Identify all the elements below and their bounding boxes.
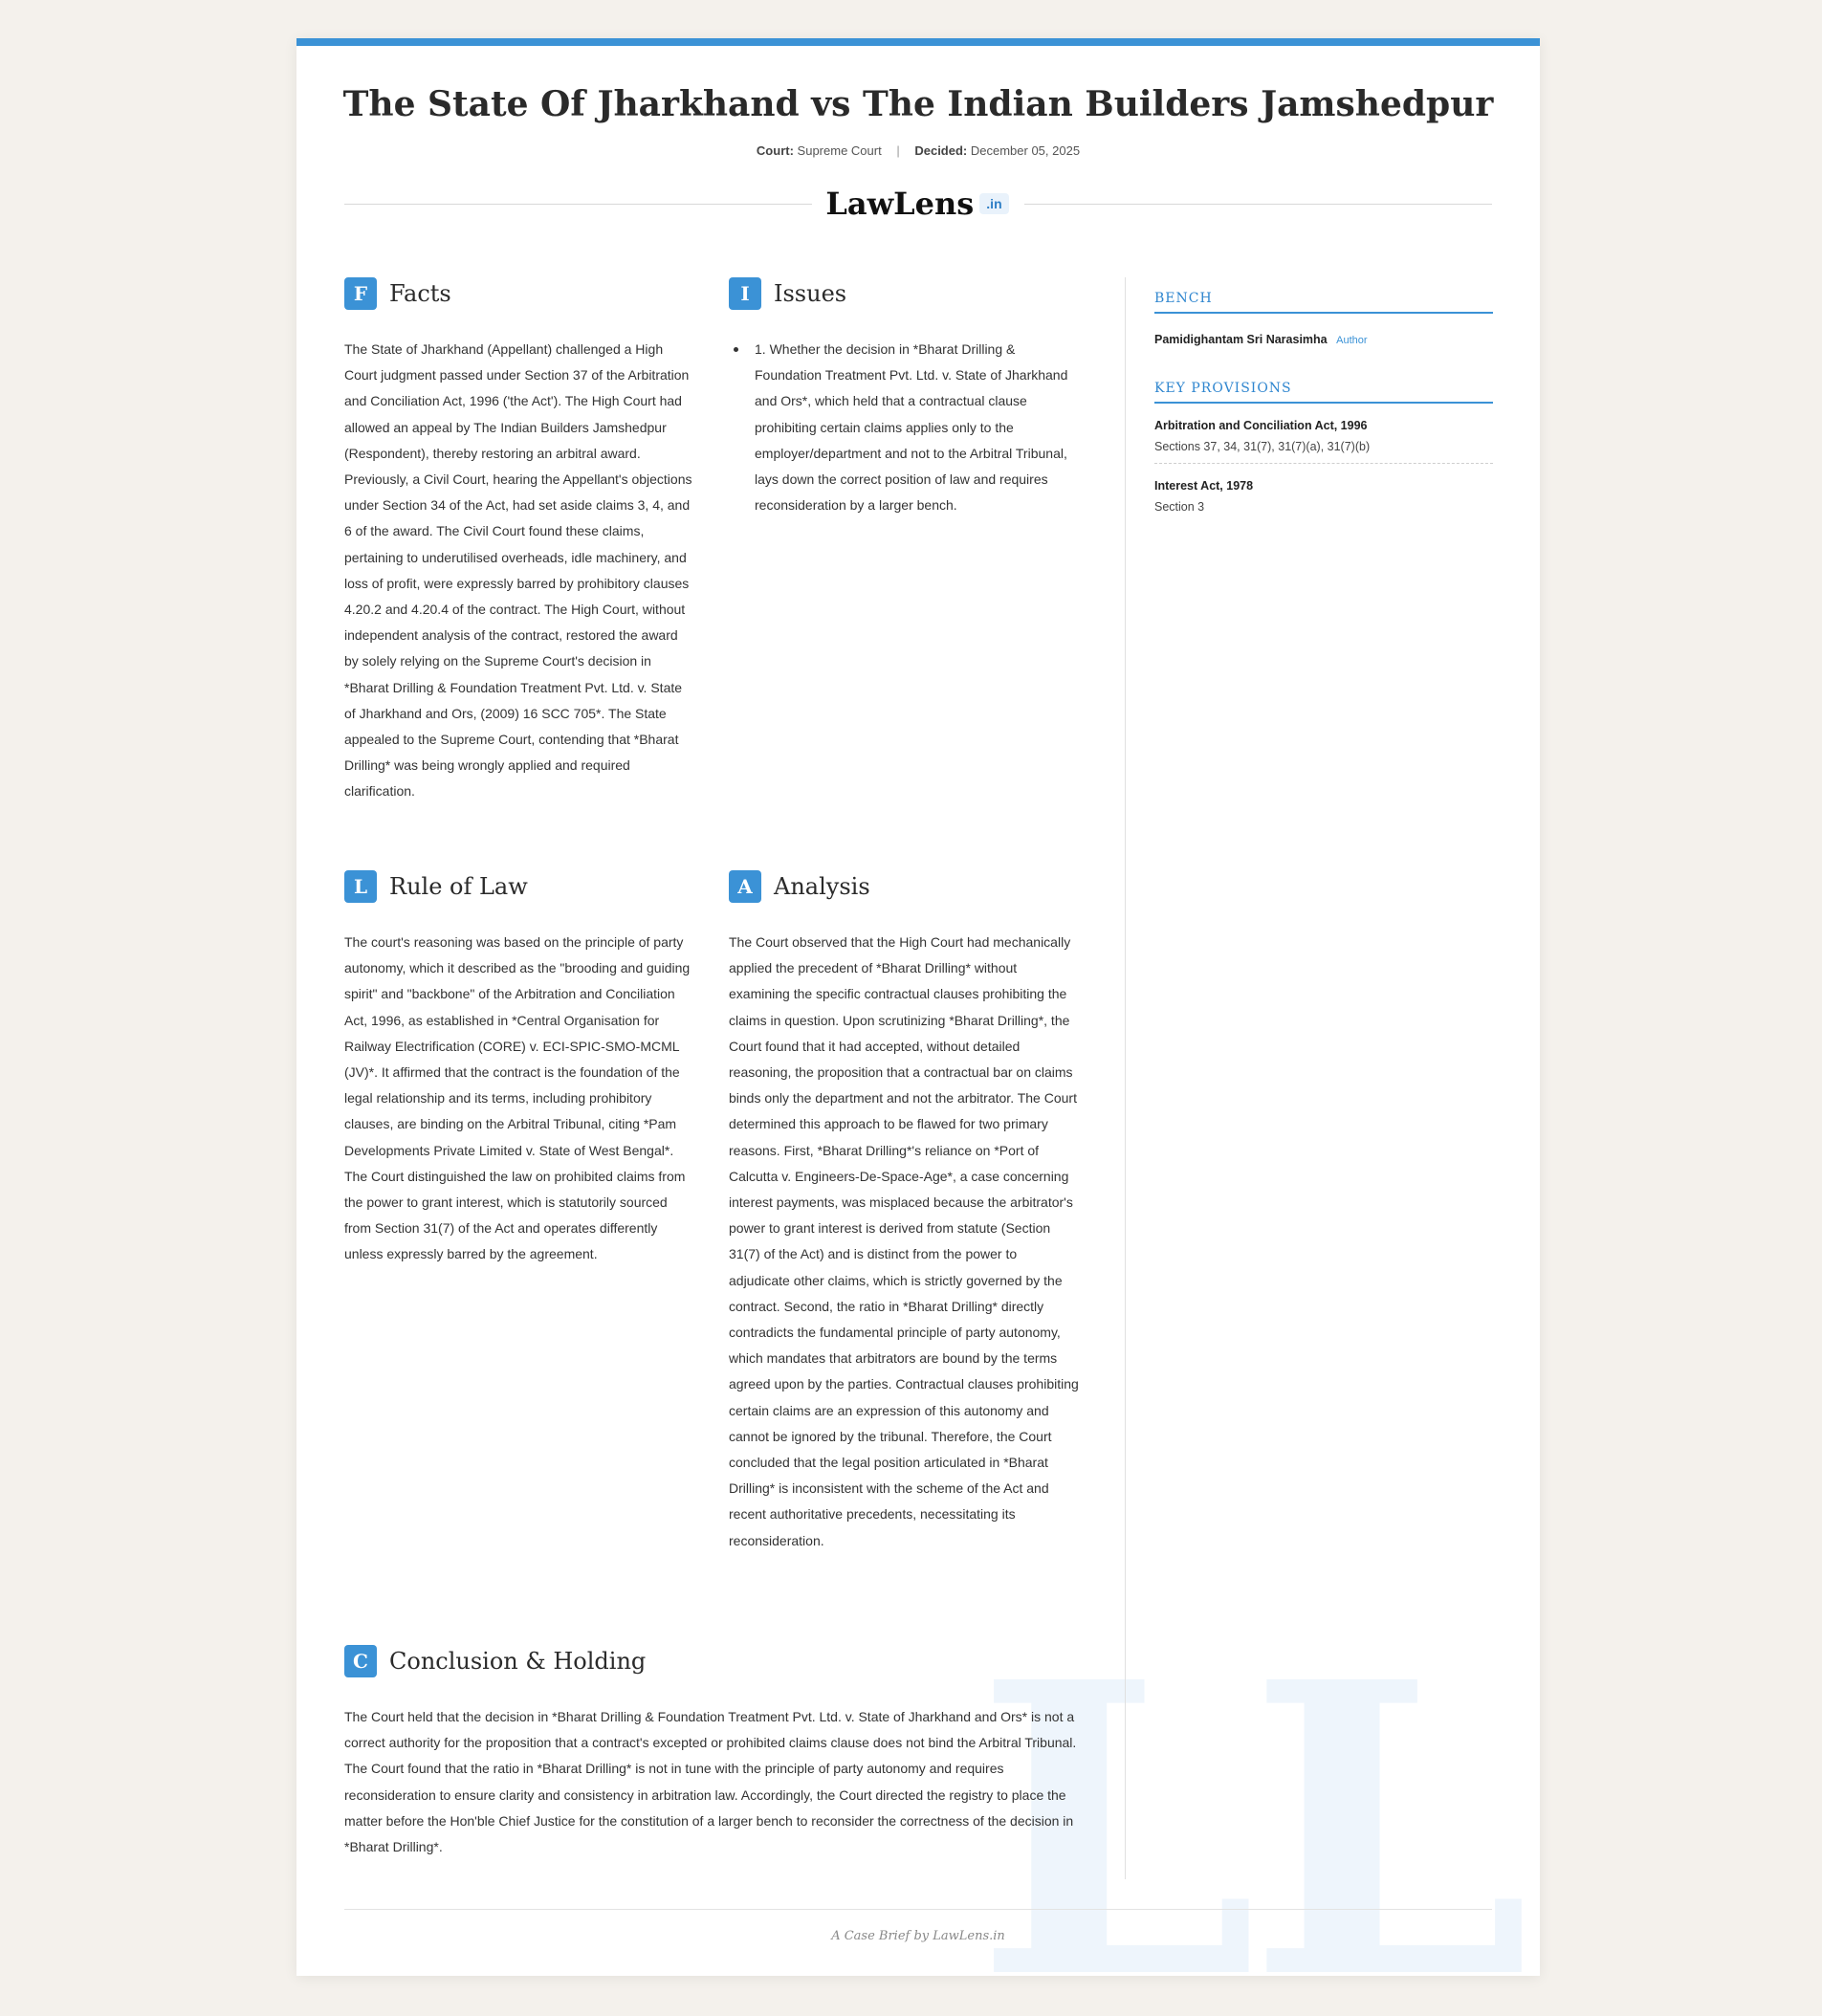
analysis-body: The Court observed that the High Court had mechanically applied the precedent of *Bharat Drilling* without examining the specific contractual clauses prohibiting the claims in question. Upon scrutinizing *Bharat Drilling*, the Court found that it had accepted, without detailed reasoning, the proposition that a contractual bar on claims binds only the department and not the arbitrator. The Court determined this approach to be flawed for two primary reasons. First, *Bharat Drilling*'s reliance on *Port of Calcutta v. Engineers-De-Space-Age*, a case concerning interest payments, was misplaced because the arbitrator's power to grant interest is derived from statute (Section 31(7) of the Act) and is distinct from the power to adjudicate other claims, which is strictly governed by the contract. Second, the ratio in *Bharat Drilling* directly contradicts the fundamental principle of party autonomy, which mandates that arbitrators are bound by the terms agreed upon by the parties. Contractual clauses prohibiting certain claims are an expression of this autonomy and cannot be ignored by the tribunal. Therefore, the Court concluded that the legal position articulated in *Bharat Drilling* is inconsistent with the scheme of the Act and recent authoritative precedents, necessitating its reconsideration.: [729, 934, 1079, 1548]
issues-letter-badge: I: [729, 277, 761, 310]
analysis-letter-badge: A: [729, 870, 761, 903]
provision-item: [1154, 404, 1493, 464]
brand-name: LawLens: [825, 186, 975, 222]
analysis-title: Analysis: [774, 873, 870, 900]
provision-sections: Sections 37, 34, 31(7), 31(7)(a), 31(7)(b): [1154, 440, 1371, 453]
rule-of-law-header: [344, 870, 694, 903]
decided-value: December 05, 2025: [970, 143, 1081, 158]
rule-of-law-title: Rule of Law: [389, 873, 528, 900]
conclusion-header: [344, 1645, 1090, 1677]
issues-body: [729, 337, 1081, 518]
case-brief-page: [296, 38, 1540, 1976]
watermark-logo: LL: [975, 1596, 1521, 1976]
provision-sections: Section 3: [1154, 500, 1205, 514]
rule-of-law-section: [344, 870, 694, 1268]
facts-section: [344, 277, 694, 805]
facts-title: Facts: [389, 280, 451, 307]
issues-title: Issues: [774, 280, 847, 307]
judge-role-tag: Author: [1336, 335, 1368, 346]
brief-sidebar: [1125, 277, 1493, 1879]
divider-line-right: [1024, 204, 1492, 205]
issues-list: [729, 337, 1081, 518]
analysis-section: [729, 870, 1079, 1554]
provision-act: Arbitration and Conciliation Act, 1996: [1154, 419, 1368, 432]
brand-tld-badge: .in: [979, 193, 1008, 214]
conclusion-section: [344, 1645, 1090, 1860]
rule-of-law-letter-badge: L: [344, 870, 377, 903]
provision-item: [1154, 464, 1493, 523]
analysis-header: [729, 870, 1079, 903]
issues-section: [729, 277, 1081, 518]
provisions-block: [1154, 381, 1493, 523]
conclusion-body: The Court held that the decision in *Bharat Drilling & Foundation Treatment Pvt. Ltd. v. State of Jharkhand and Ors* is not a correct authority for the proposition that a contract's excepted or prohibited claims clause does not bind the Arbitral Tribunal. The Court found that the ratio in *Bharat Drilling* is not in tune with the principle of party autonomy and requires reconsideration to ensure clarity and consistency in arbitration law. Accordingly, the Court directed the registry to place the matter before the Hon'ble Chief Justice for the constitution of a larger bench to reconsider the correctness of the decision in *Bharat Drilling*.: [344, 1709, 1077, 1855]
facts-header: [344, 277, 694, 310]
decided-label: Decided:: [914, 143, 968, 158]
court-value: Supreme Court: [797, 143, 882, 158]
page-title: The State Of Jharkhand vs The Indian Builders Jamshedpur: [342, 84, 1494, 124]
bench-heading: BENCH: [1154, 291, 1493, 314]
judge-name: Pamidighantam Sri Narasimha: [1154, 333, 1328, 346]
facts-letter-badge: F: [344, 277, 377, 310]
bench-block: [1154, 291, 1493, 346]
facts-body: The State of Jharkhand (Appellant) challenged a High Court judgment passed under Section 37 of the Arbitration and Conciliation Act, 1996 ('the Act'). The High Court had allowed an appeal by The Indian Builders Jamshedpur (Respondent), thereby restoring an arbitral award. Previously, a Civil Court, hearing the Appellant's objections under Section 34 of the Act, had set aside claims 3, 4, and 6 of the award. The Civil Court found these claims, pertaining to underutilised overheads, idle machinery, and loss of profit, were expressly barred by prohibitory clauses 4.20.2 and 4.20.4 of the contract. The High Court, without independent analysis of the contract, restored the award by solely relying on the Supreme Court's decision in *Bharat Drilling & Foundation Treatment Pvt. Ltd. v. State of Jharkhand and Ors, (2009) 16 SCC 705*. The State appealed to the Supreme Court, contending that *Bharat Drilling* was being wrongly applied and required clarification.: [344, 341, 692, 800]
provision-act: Interest Act, 1978: [1154, 479, 1254, 493]
case-meta: [296, 143, 1540, 158]
page-footer: A Case Brief by LawLens.in: [344, 1909, 1492, 1943]
list-item: 1. Whether the decision in *Bharat Drilling & Foundation Treatment Pvt. Ltd. v. State of Jharkhand and Ors*, which held that a contractual clause prohibiting certain claims applies only to the employer/department and not to the Arbitral Tribunal, lays down the correct position of law and requires reconsideration by a larger bench.: [734, 337, 1081, 518]
rule-of-law-body: The court's reasoning was based on the principle of party autonomy, which it described as the "brooding and guiding spirit" and "backbone" of the Arbitration and Conciliation Act, 1996, as established in *Central Organisation for Railway Electrification (CORE) v. ECI-SPIC-SMO-MCML (JV)*. It affirmed that the contract is the foundation of the legal relationship and its terms, including prohibitory clauses, are binding on the Arbitral Tribunal, citing *Pam Developments Private Limited v. State of West Bengal*. The Court distinguished the law on prohibited claims from the power to grant interest, which is statutorily sourced from Section 31(7) of the Act and operates differently unless expressly barred by the agreement.: [344, 934, 691, 1262]
court-label: Court:: [756, 143, 794, 158]
provisions-heading: KEY PROVISIONS: [1154, 381, 1493, 404]
issues-header: [729, 277, 1081, 310]
brand-divider: [344, 185, 1492, 223]
conclusion-letter-badge: C: [344, 1645, 377, 1677]
bench-judge-row: [1154, 333, 1493, 346]
conclusion-title: Conclusion & Holding: [389, 1648, 647, 1675]
meta-separator: |: [896, 143, 900, 158]
divider-line-left: [344, 204, 812, 205]
brand-logo: [812, 186, 1016, 222]
